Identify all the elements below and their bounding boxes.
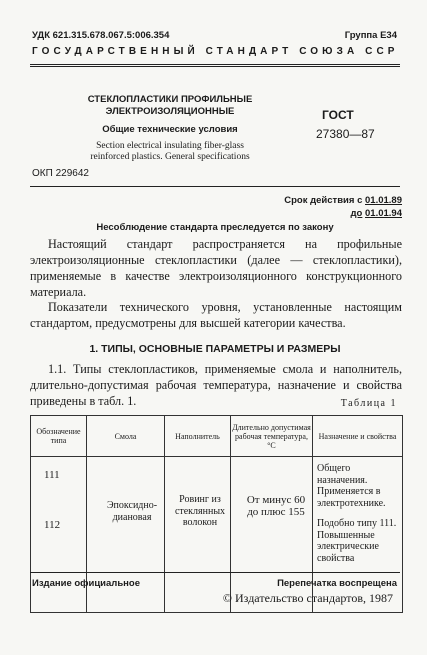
paragraph-types: 1.1. Типы стеклопластиков, применяемые смола и наполнитель, длительно-допустимая рабочая температура, назначение и свойства приведены в табл. 1. bbox=[30, 362, 402, 408]
gost-label: ГОСТ bbox=[322, 108, 354, 122]
header-filler: Наполнитель bbox=[165, 416, 231, 457]
purpose-111-cell: Общего назначения. Применяется в электротехнике. bbox=[317, 463, 386, 509]
group-code: Группа Е34 bbox=[344, 30, 397, 41]
paragraph-scope: Настоящий стандарт распространяется на профильные электроизоляционные стеклопластики (далее — стеклопластики), применяемые в качестве электроизоляционного конструкционного материала. bbox=[30, 237, 402, 299]
validity-from-date: 01.01.89 bbox=[365, 195, 402, 206]
title-ru-line1: СТЕКЛОПЛАСТИКИ ПРОФИЛЬНЫЕ bbox=[87, 94, 253, 105]
table-caption: Таблица 1 bbox=[340, 398, 397, 409]
validity-to-prefix: до bbox=[350, 208, 363, 219]
purpose-112-cell: Подобно типу 111. Повышенные электрические свойства bbox=[317, 518, 397, 564]
state-standard-title: ГОСУДАРСТВЕННЫЙ СТАНДАРТ СОЮЗА ССР bbox=[32, 46, 399, 57]
validity-from-prefix: с bbox=[357, 195, 363, 206]
okp-rule bbox=[30, 186, 400, 187]
temperature-cell: От минус 60 до плюс 155 bbox=[246, 494, 306, 518]
title-ru-line2: ЭЛЕКТРОИЗОЛЯЦИОННЫЕ bbox=[105, 106, 235, 117]
header-resin: Смола bbox=[87, 416, 165, 457]
title-subtitle: Общие технические условия bbox=[102, 124, 238, 135]
header-type: Обозначение типа bbox=[31, 416, 87, 457]
footer-rule bbox=[30, 572, 400, 573]
copyright: © Издательство стандартов, 1987 bbox=[222, 591, 393, 605]
header-temperature: Длительно допустимая рабочая температура, °С bbox=[231, 416, 313, 457]
official-edition: Издание официальное bbox=[32, 578, 140, 589]
reprint-prohibited: Перепечатка воспрещена bbox=[277, 578, 397, 589]
header-purpose: Назначение и свойства bbox=[313, 416, 403, 457]
title-en-line2: reinforced plastics. General specifications bbox=[90, 152, 250, 162]
section-heading: 1. ТИПЫ, ОСНОВНЫЕ ПАРАМЕТРЫ И РАЗМЕРЫ bbox=[89, 343, 341, 355]
gost-number: 27380—87 bbox=[316, 127, 375, 141]
header-rule-bottom bbox=[30, 66, 400, 67]
validity-label: Срок действия bbox=[284, 195, 355, 206]
title-en-line1: Section electrical insulating fiber-glass bbox=[96, 141, 244, 151]
filler-cell: Ровинг из стеклянных волокон bbox=[174, 494, 226, 528]
okp-code: ОКП 229642 bbox=[32, 168, 89, 179]
udk-code: УДК 621.315.678.067.5:006.354 bbox=[32, 30, 170, 41]
type-111-cell: 111 bbox=[44, 469, 60, 481]
noncompliance-notice: Несоблюдение стандарта преследуется по закону bbox=[96, 222, 334, 233]
type-112-cell: 112 bbox=[44, 519, 61, 531]
validity-period bbox=[252, 194, 402, 220]
table-header-row bbox=[31, 416, 403, 457]
standard-title-block bbox=[70, 94, 270, 163]
header-rule-top bbox=[30, 64, 400, 65]
resin-cell: Эпоксидно-диановая bbox=[106, 500, 158, 523]
paragraph-quality: Показатели технического уровня, установленные настоящим стандартом, предусмотрены для высшей категории качества. bbox=[30, 300, 402, 330]
validity-to-date: 01.01.94 bbox=[365, 208, 402, 219]
